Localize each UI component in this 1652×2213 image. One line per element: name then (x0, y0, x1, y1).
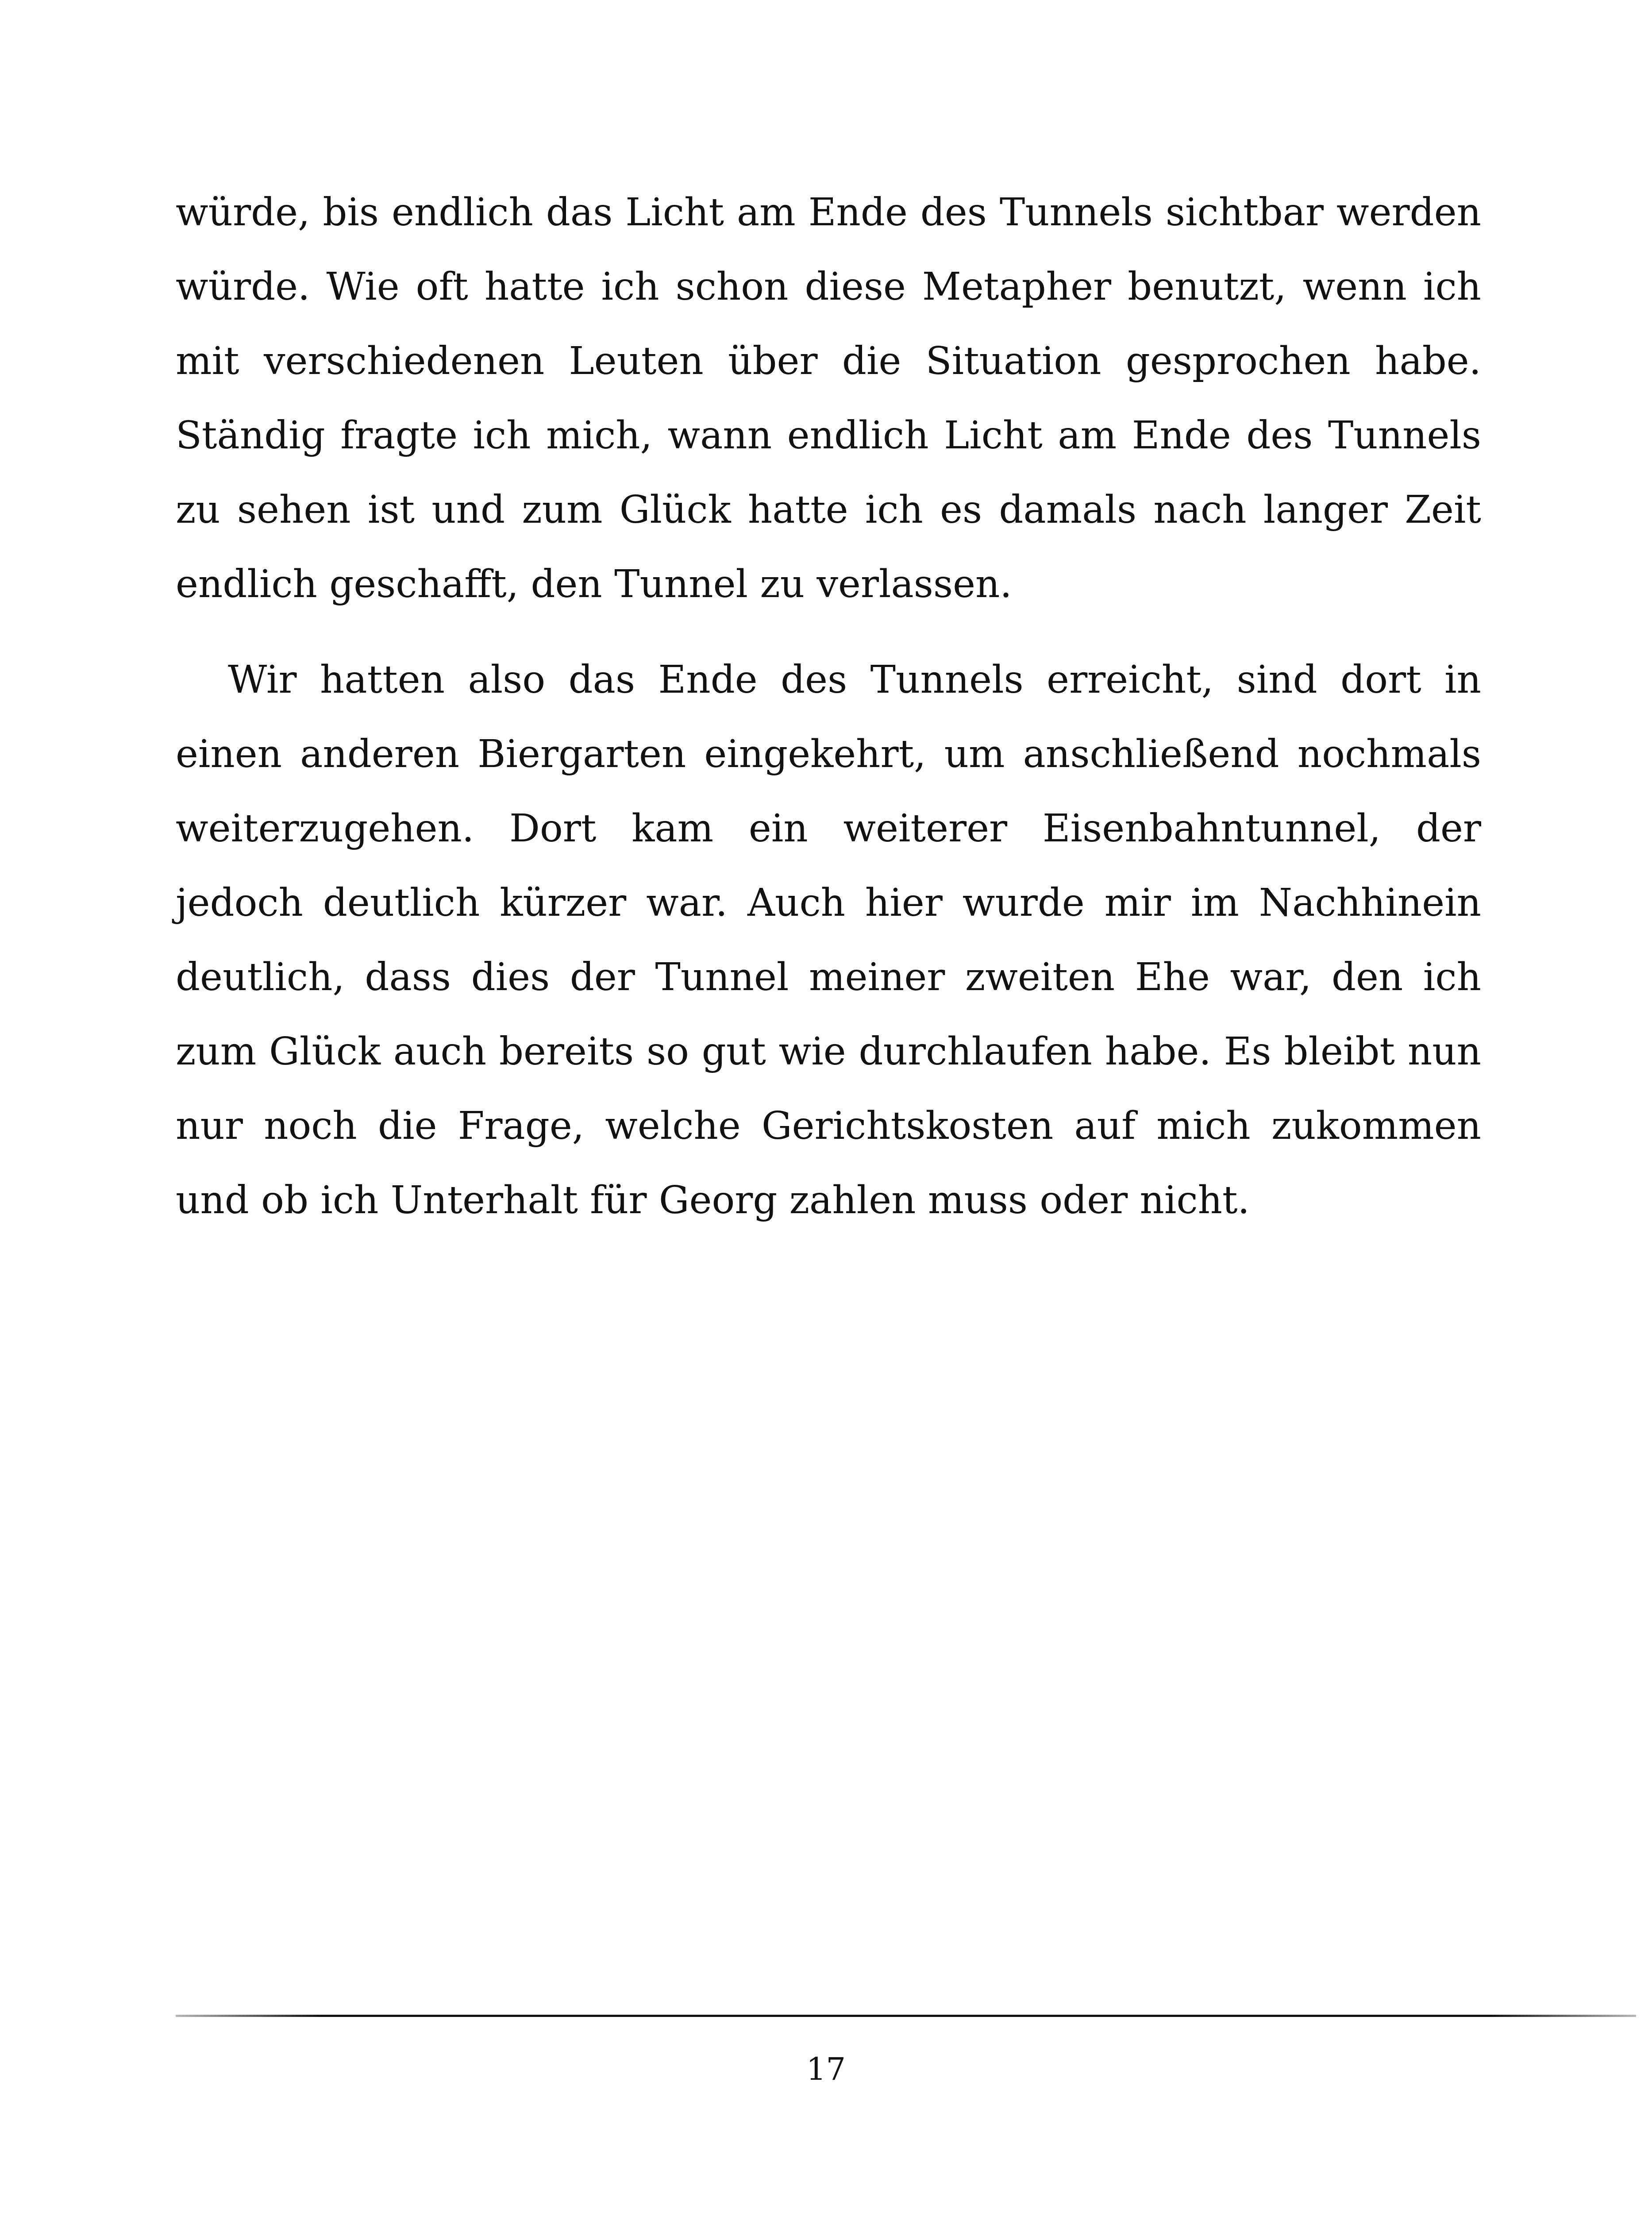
page-number: 17 (806, 2051, 846, 2087)
footer-divider (176, 2015, 1636, 2017)
paragraph-continuation: würde, bis endlich das Licht am Ende des Tunnels sichtbar werden würde. Wie oft hatte ich schon diese Metapher benutzt, wenn ich mit verschiedenen Leuten über die Situation gesprochen habe. Ständig fragte ich mich, wann endlich Licht am Ende des Tunnels zu sehen ist und zum Glück hatte ich es damals nach langer Zeit endlich geschafft, den Tunnel zu verlassen. (176, 190, 1481, 606)
paragraph-tunnel-end: Wir hatten also das Ende des Tunnels erreicht, sind dort in einen anderen Biergarten eingekehrt, um anschließend nochmals weiterzugehen. Dort kam ein weiterer Eisenbahntunnel, der jedoch deutlich kürzer war. Auch hier wurde mir im Nachhinein deutlich, dass dies der Tunnel meiner zweiten Ehe war, den ich zum Glück auch bereits so gut wie durchlaufen habe. Es bleibt nun nur noch die Frage, welche Gerichtskosten auf mich zukommen und ob ich Unterhalt für Georg zahlen muss oder nicht. (176, 658, 1481, 1222)
body-text (176, 175, 1481, 1238)
